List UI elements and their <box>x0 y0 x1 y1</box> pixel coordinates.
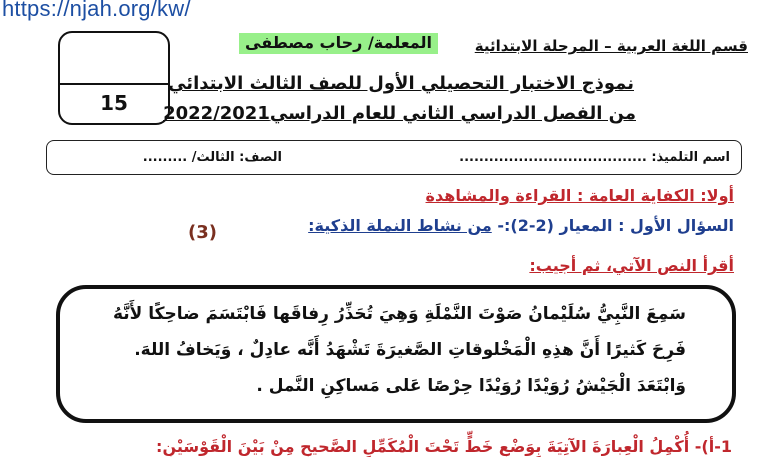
teacher-name: المعلمة/ رحاب مصطفى <box>239 33 438 54</box>
passage-line-3: وَابْتَعَدَ الْجَيْشُ رُوَيْدًا رُوَيْدًا حِرْصًا عَلى مَساكِنِ النَّمل . <box>256 376 686 396</box>
total-score: 15 <box>100 91 128 115</box>
score-divider <box>60 83 168 85</box>
question-source: من نشاط النملة الذكية: <box>308 216 492 235</box>
exam-title-line1: نموذج الاختبار التحصيلي الأول للصف الثالث الابتدائي <box>168 73 634 94</box>
passage-line-2: فَرِحَ كَثيرًا أَنَّ هذِهِ الْمَخْلوقاتِ الصَّغيرَةَ تَشْهَدُ أَنَّه عادِلٌ ، وَيَخافُ اللهَ. <box>134 340 686 360</box>
question-heading <box>308 216 734 235</box>
exam-title-line2: من الفصل الدراسي الثاني للعام الدراسي2022/2021 <box>163 103 636 124</box>
instruction-text: أقرأ النص الآتي، ثم أجيب: <box>529 256 734 275</box>
section-heading: أولا: الكفاية العامة : القراءة والمشاهدة <box>425 186 734 205</box>
question-label: السؤال الأول : المعيار (2-2):- <box>497 216 734 235</box>
student-name-field: اسم التلميذ: ...................................... <box>459 150 730 165</box>
question-1a-text: 1-أ)- أُكْمِلُ الْعِبارَةَ الآتِيَةَ بِوَضْعِ خَطٍّ تَحْتَ الْمُكَمِّلِ الصَّحيحِ مِنْ بَيْنَ الْقَوْسَيْنِ: <box>156 437 732 456</box>
class-field: الصف: الثالث/ ......... <box>142 150 282 165</box>
score-box <box>58 31 170 125</box>
question-marks: (3) <box>188 222 217 243</box>
department-label: قسم اللغة العربية – المرحلة الابتدائية <box>474 37 748 55</box>
source-url[interactable]: https://njah.org/kw/ <box>2 0 191 21</box>
passage-line-1: سَمِعَ النَّبِيُّ سُلَيْمانُ صَوْتَ النَّمْلَةِ وَهِيَ تُحَذِّرُ رِفاقَها فَابْتَسَمَ ضاحِكًا لأَنَّهُ <box>112 304 686 324</box>
